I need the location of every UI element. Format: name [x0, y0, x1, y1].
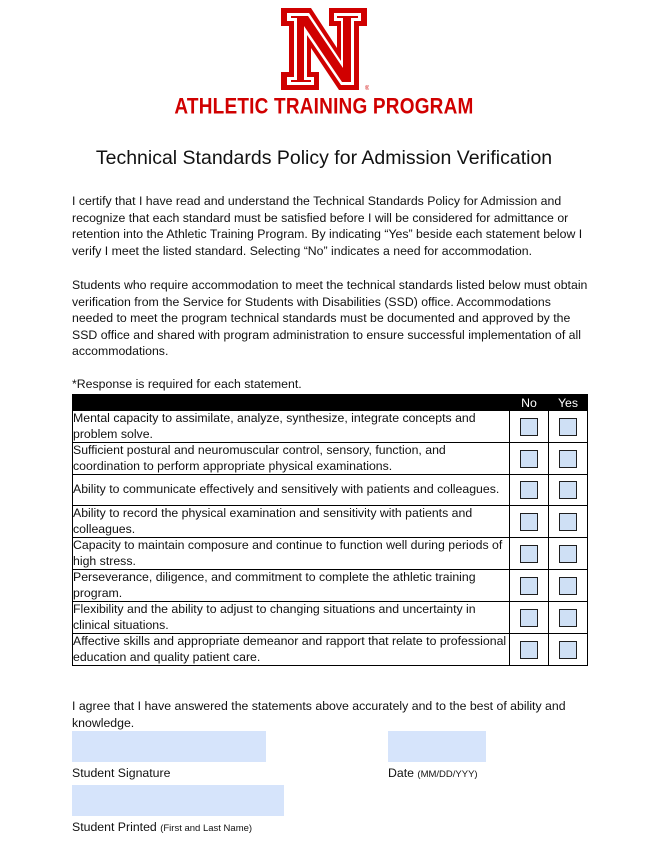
n-logo-icon: [279, 6, 369, 92]
no-checkbox[interactable]: [520, 577, 538, 595]
no-checkbox[interactable]: [520, 641, 538, 659]
table-row: [73, 602, 588, 634]
table-row: [73, 443, 588, 475]
standard-statement: Sufficient postural and neuromuscular control, sensory, function, and coordination to perform appropriate physical examinations.: [73, 443, 510, 475]
certification-paragraph: I certify that I have read and understand the Technical Standards Policy for Admission and recognize that each standard must be satisfied before I will be considered for admittance or retention into the Athletic Training Program. By indicating “Yes” beside each statement below I verify I meet the listed standard. Selecting “No” indicates a need for accommodation.: [72, 194, 583, 258]
no-column-header: No: [510, 395, 549, 411]
statement-header: [73, 395, 510, 411]
no-checkbox[interactable]: [520, 418, 538, 436]
accommodation-paragraph: Students who require accommodation to meet the technical standards listed below must obtain verification from the Service for Students with Disabilities (SSD) office. Accommodations needed to meet the program technical standards must be documented and approved by the SSD office and shared with program administration to ensure successful implementation of all accommodations.: [72, 278, 588, 359]
yes-checkbox[interactable]: [559, 545, 577, 563]
student-signature-label: Student Signature: [72, 766, 171, 780]
program-name: ATHLETIC TRAINING PROGRAM: [174, 95, 474, 120]
table-row: [73, 570, 588, 602]
printed-name-hint: (First and Last Name): [160, 823, 253, 834]
standard-statement: Capacity to maintain composure and continue to function well during periods of high stress.: [73, 538, 510, 570]
standard-statement: Affective skills and appropriate demeanor and rapport that relate to professional education and quality patient care.: [73, 634, 510, 666]
standard-statement: Ability to record the physical examination and sensitivity with patients and colleagues.: [73, 506, 510, 538]
table-row: [73, 475, 588, 506]
student-signature-field[interactable]: [72, 731, 266, 762]
yes-checkbox[interactable]: [559, 577, 577, 595]
standard-statement: Perseverance, diligence, and commitment to complete the athletic training program.: [73, 570, 510, 602]
page-title: Technical Standards Policy for Admission Verification: [95, 147, 553, 169]
student-printed-name-field[interactable]: [72, 785, 284, 816]
required-note: *Response is required for each statement.: [72, 377, 302, 391]
nebraska-logo: [0, 6, 648, 92]
standard-statement: Mental capacity to assimilate, analyze, synthesize, integrate concepts and problem solve.: [73, 411, 510, 443]
table-row: [73, 411, 588, 443]
standard-statement: Ability to communicate effectively and sensitively with patients and colleagues.: [73, 475, 510, 506]
no-checkbox[interactable]: [520, 609, 538, 627]
technical-standards-table: [72, 394, 588, 666]
table-row: [73, 538, 588, 570]
yes-checkbox[interactable]: [559, 513, 577, 531]
agreement-statement: I agree that I have answered the statements above accurately and to the best of ability and knowledge.: [72, 699, 566, 730]
standard-statement: Flexibility and the ability to adjust to changing situations and uncertainty in clinical situations.: [73, 602, 510, 634]
no-checkbox[interactable]: [520, 481, 538, 499]
table-header-row: [73, 395, 588, 411]
no-checkbox[interactable]: [520, 545, 538, 563]
student-printed-label: [72, 820, 252, 834]
yes-column-header: Yes: [549, 395, 588, 411]
no-checkbox[interactable]: [520, 513, 538, 531]
date-label-text: Date: [388, 766, 414, 780]
yes-checkbox[interactable]: [559, 418, 577, 436]
student-printed-label-text: Student Printed: [72, 820, 157, 834]
table-row: [73, 634, 588, 666]
date-format-hint: (MM/DD/YYY): [417, 769, 478, 780]
yes-checkbox[interactable]: [559, 641, 577, 659]
yes-checkbox[interactable]: [559, 481, 577, 499]
date-label: [388, 766, 478, 780]
yes-checkbox[interactable]: [559, 609, 577, 627]
yes-checkbox[interactable]: [559, 450, 577, 468]
date-field[interactable]: [388, 731, 486, 762]
svg-text:®: ®: [365, 86, 369, 92]
table-row: [73, 506, 588, 538]
no-checkbox[interactable]: [520, 450, 538, 468]
